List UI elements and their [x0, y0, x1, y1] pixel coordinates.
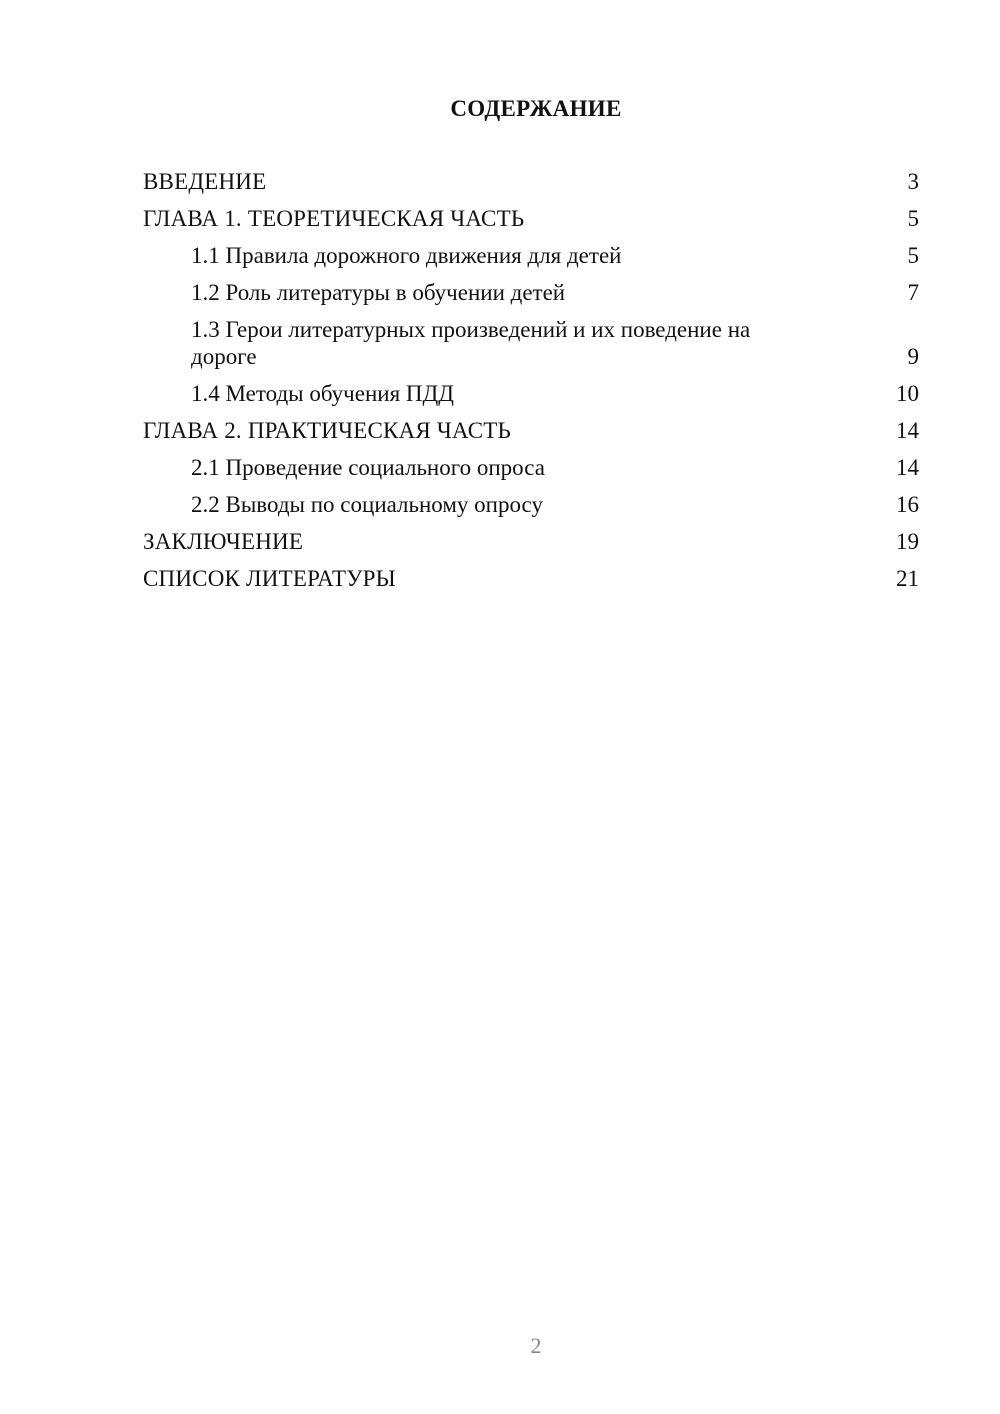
toc-entry-page: 14	[896, 455, 919, 480]
toc-entry-label: ГЛАВА 1. ТЕОРЕТИЧЕСКАЯ ЧАСТЬ	[143, 206, 525, 231]
toc-entry-page: 21	[896, 566, 919, 591]
toc-entry-label: 2.1 Проведение социального опроса	[191, 455, 545, 480]
toc-entry-page: 19	[896, 529, 919, 554]
toc-entry-chapter-1[interactable]	[143, 205, 919, 232]
toc-entry-page: 10	[896, 381, 919, 406]
toc-entry-introduction[interactable]	[143, 168, 919, 195]
toc-entry-page: 5	[907, 206, 919, 231]
toc-entry-page: 14	[896, 418, 919, 443]
toc-entry-section-2-2[interactable]	[143, 491, 919, 518]
toc-entry-section-2-1[interactable]	[143, 454, 919, 481]
toc-entry-conclusion[interactable]	[143, 528, 919, 555]
toc-entry-label: 1.3 Герои литературных произведений и их поведение на дороге	[191, 317, 751, 369]
toc-entry-section-1-2[interactable]	[143, 279, 919, 306]
toc-entry-label: 1.2 Роль литературы в обучении детей	[191, 280, 566, 305]
toc-entry-references[interactable]	[143, 565, 919, 592]
toc-entry-chapter-2[interactable]	[143, 417, 919, 444]
page-number: 2	[530, 1333, 542, 1358]
toc-entry-label: СПИСОК ЛИТЕРАТУРЫ	[143, 566, 396, 591]
toc-entry-label: 1.1 Правила дорожного движения для детей	[191, 243, 622, 268]
toc-entry-section-1-1[interactable]	[143, 242, 919, 269]
toc-entry-page: 9	[907, 344, 919, 369]
table-of-contents	[143, 168, 919, 602]
toc-entry-page: 7	[907, 280, 919, 305]
toc-entry-section-1-4[interactable]	[143, 380, 919, 407]
toc-entry-page: 3	[907, 169, 919, 194]
toc-entry-label: ЗАКЛЮЧЕНИЕ	[143, 529, 304, 554]
toc-entry-label: 1.4 Методы обучения ПДД	[191, 381, 454, 406]
page-title: СОДЕРЖАНИЕ	[450, 96, 622, 121]
toc-entry-label: 2.2 Выводы по социальному опросу	[191, 492, 543, 517]
toc-entry-label: ГЛАВА 2. ПРАКТИЧЕСКАЯ ЧАСТЬ	[143, 418, 511, 443]
toc-entry-page: 5	[907, 243, 919, 268]
toc-entry-section-1-3[interactable]	[143, 316, 919, 370]
toc-entry-label: ВВЕДЕНИЕ	[143, 169, 267, 194]
toc-entry-page: 16	[896, 492, 919, 517]
